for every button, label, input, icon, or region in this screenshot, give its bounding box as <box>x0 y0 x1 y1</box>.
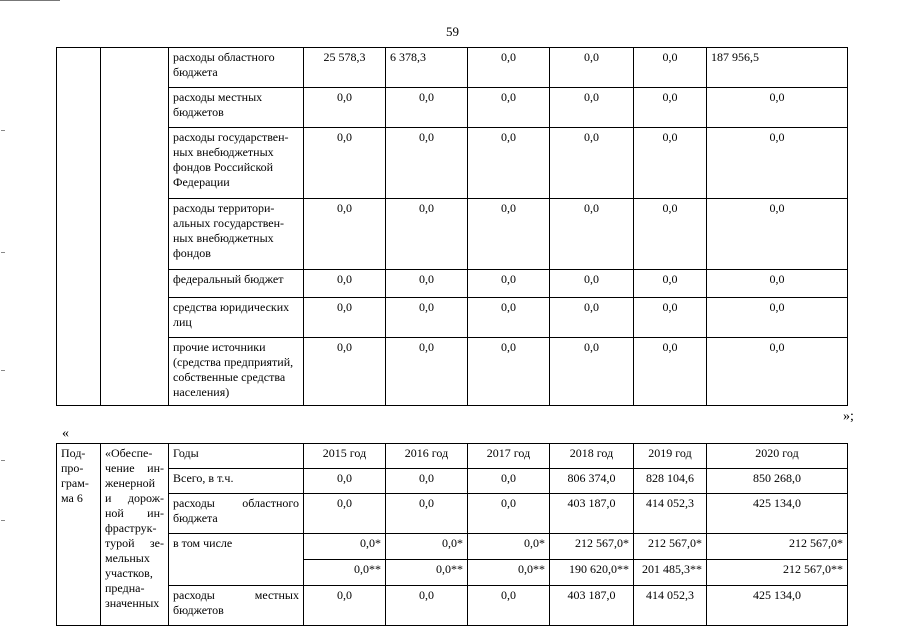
value-2017: 0,0 <box>468 298 550 338</box>
value-2016: 0,0 <box>386 128 468 199</box>
value-2019: 0,0 <box>634 88 707 128</box>
value-2017: 0,0* <box>468 534 550 560</box>
header-2015: 2015 год <box>304 444 386 469</box>
opening-quote: « <box>62 426 69 441</box>
value-2015: 0,0 <box>304 494 386 534</box>
value-2018: 0,0 <box>550 298 634 338</box>
row-label: расходы местных бюджетов <box>169 586 304 626</box>
row-label: прочие источники (средства предприятий, собственные средства населения) <box>169 338 304 406</box>
table-row <box>57 534 848 560</box>
margin-mark <box>1 252 5 253</box>
value-2017: 0,0 <box>468 88 550 128</box>
row-label: в том числе <box>169 534 304 586</box>
value-2019: 0,0 <box>634 270 707 298</box>
value-2017: 0,0 <box>468 586 550 626</box>
table-row <box>57 48 848 88</box>
value-2018: 806 374,0 <box>550 469 634 494</box>
row-label: федеральный бюджет <box>169 270 304 298</box>
header-2019: 2019 год <box>634 444 707 469</box>
value-2016: 0,0 <box>386 586 468 626</box>
value-2018: 0,0 <box>550 338 634 406</box>
value-2016: 0,0 <box>386 88 468 128</box>
value-2015: 0,0 <box>304 469 386 494</box>
margin-mark <box>1 130 5 131</box>
value-2017: 0,0 <box>468 199 550 270</box>
margin-mark <box>1 370 5 371</box>
value-2017: 0,0** <box>468 560 550 586</box>
value-2015: 0,0 <box>304 298 386 338</box>
value-2016: 0,0 <box>386 494 468 534</box>
value-2018: 403 187,0 <box>550 494 634 534</box>
value-2017: 0,0 <box>468 469 550 494</box>
value-2020: 425 134,0 <box>707 586 848 626</box>
value-2020: 0,0 <box>707 88 848 128</box>
table-row <box>57 586 848 626</box>
value-2019: 414 052,3 <box>634 586 707 626</box>
value-2020: 850 268,0 <box>707 469 848 494</box>
value-2020: 0,0 <box>707 199 848 270</box>
value-2018: 403 187,0 <box>550 586 634 626</box>
value-2015: 0,0* <box>304 534 386 560</box>
value-2019: 0,0 <box>634 298 707 338</box>
value-2015: 0,0 <box>304 128 386 199</box>
value-2015: 0,0 <box>304 586 386 626</box>
value-2016: 0,0 <box>386 298 468 338</box>
subprogram-6-table <box>56 443 848 626</box>
value-2015: 0,0** <box>304 560 386 586</box>
value-2016: 0,0** <box>386 560 468 586</box>
value-2019: 0,0 <box>634 338 707 406</box>
header-2016: 2016 год <box>386 444 468 469</box>
margin-mark <box>1 460 5 461</box>
row-label: расходы областного бюджета <box>169 48 304 88</box>
funding-table-continued <box>56 47 848 406</box>
value-2020: 0,0 <box>707 298 848 338</box>
value-2018: 0,0 <box>550 270 634 298</box>
row-label: расходы государствен-ных внебюджетных фондов Российской Федерации <box>169 128 304 199</box>
value-2016: 0,0 <box>386 270 468 298</box>
value-2018: 0,0 <box>550 88 634 128</box>
value-2016: 0,0 <box>386 199 468 270</box>
table-row <box>57 444 848 469</box>
value-2020: 0,0 <box>707 128 848 199</box>
row-label: расходы областного бюджета <box>169 494 304 534</box>
closing-quote: »; <box>843 409 854 424</box>
value-2018: 190 620,0** <box>550 560 634 586</box>
value-2020: 187 956,5 <box>707 48 848 88</box>
table-row <box>57 88 848 128</box>
value-2016: 6 378,3 <box>386 48 468 88</box>
value-2020: 0,0 <box>707 338 848 406</box>
value-2015: 0,0 <box>304 199 386 270</box>
value-2019: 212 567,0* <box>634 534 707 560</box>
value-2016: 0,0 <box>386 469 468 494</box>
value-2018: 0,0 <box>550 199 634 270</box>
value-2018: 0,0 <box>550 128 634 199</box>
value-2019: 0,0 <box>634 48 707 88</box>
value-2019: 828 104,6 <box>634 469 707 494</box>
value-2019: 0,0 <box>634 128 707 199</box>
table-row <box>57 494 848 534</box>
table-row <box>57 469 848 494</box>
value-2017: 0,0 <box>468 48 550 88</box>
table-row <box>57 338 848 406</box>
value-2018: 0,0 <box>550 48 634 88</box>
value-2015: 0,0 <box>304 338 386 406</box>
header-2018: 2018 год <box>550 444 634 469</box>
header-2017: 2017 год <box>468 444 550 469</box>
value-2019: 0,0 <box>634 199 707 270</box>
subprogram-number: Под-про-грам-ма 6 <box>57 444 101 626</box>
value-2020: 212 567,0** <box>707 560 848 586</box>
empty-cell <box>57 48 101 406</box>
row-label: средства юридических лиц <box>169 298 304 338</box>
value-2015: 25 578,3 <box>304 48 386 88</box>
value-2015: 0,0 <box>304 88 386 128</box>
row-label: расходы территори-альных государствен-ных внебюджетных фондов <box>169 199 304 270</box>
value-2016: 0,0 <box>386 338 468 406</box>
empty-cell <box>101 48 169 406</box>
table-row <box>57 128 848 199</box>
value-2018: 212 567,0* <box>550 534 634 560</box>
row-label: Всего, в т.ч. <box>169 469 304 494</box>
value-2017: 0,0 <box>468 494 550 534</box>
margin-mark <box>1 520 5 521</box>
value-2016: 0,0* <box>386 534 468 560</box>
subprogram-name: «Обеспе-чение ин-женерной и дорож-ной ин-фраструк-турой зе-мельных участков, предна-значенных <box>101 444 169 626</box>
value-2020: 212 567,0* <box>707 534 848 560</box>
value-2020: 0,0 <box>707 270 848 298</box>
value-2019: 414 052,3 <box>634 494 707 534</box>
value-2020: 425 134,0 <box>707 494 848 534</box>
value-2017: 0,0 <box>468 128 550 199</box>
row-label: расходы местных бюджетов <box>169 88 304 128</box>
value-2017: 0,0 <box>468 338 550 406</box>
header-years-label: Годы <box>169 444 304 469</box>
table-row <box>57 199 848 270</box>
value-2015: 0,0 <box>304 270 386 298</box>
page-number: 59 <box>446 24 459 39</box>
scan-corner-mark <box>0 0 60 1</box>
table-row <box>57 298 848 338</box>
table-row <box>57 270 848 298</box>
header-2020: 2020 год <box>707 444 848 469</box>
value-2019: 201 485,3** <box>634 560 707 586</box>
value-2017: 0,0 <box>468 270 550 298</box>
